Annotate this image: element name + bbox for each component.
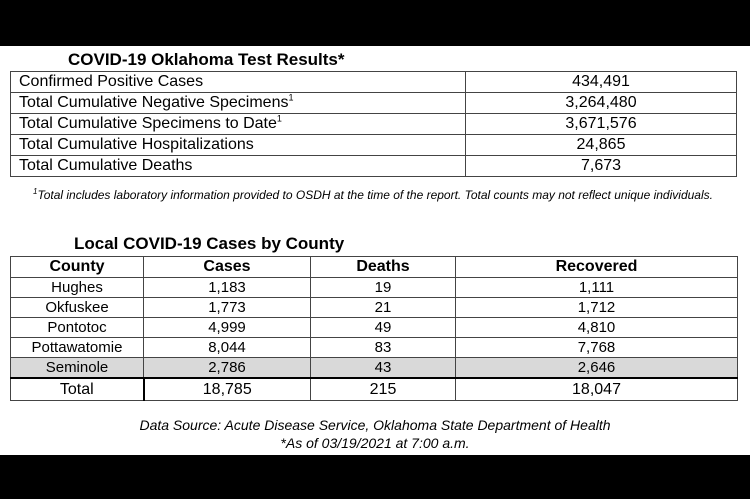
county-cases-title: Local COVID-19 Cases by County	[74, 234, 345, 253]
table-row	[11, 114, 737, 135]
county-recovered: 2,646	[456, 358, 738, 379]
row-value: 7,673	[466, 156, 737, 177]
header-recovered: Recovered	[456, 257, 738, 278]
table-header-row	[11, 257, 738, 278]
county-cases: 4,999	[144, 318, 311, 338]
county-name: Hughes	[11, 278, 144, 298]
row-value: 24,865	[466, 135, 737, 156]
header-county: County	[11, 257, 144, 278]
total-recovered: 18,047	[456, 378, 738, 401]
row-value: 3,264,480	[466, 93, 737, 114]
table-row	[11, 72, 737, 93]
as-of-line: *As of 03/19/2021 at 7:00 a.m.	[280, 435, 470, 451]
total-label: Total	[11, 378, 144, 401]
county-recovered: 1,111	[456, 278, 738, 298]
table-row	[11, 338, 738, 358]
county-deaths: 43	[311, 358, 456, 379]
row-value: 3,671,576	[466, 114, 737, 135]
table-row	[11, 278, 738, 298]
row-label: Confirmed Positive Cases	[11, 72, 466, 93]
table-row	[11, 93, 737, 114]
county-recovered: 7,768	[456, 338, 738, 358]
county-cases-table	[10, 256, 738, 401]
county-name: Pontotoc	[11, 318, 144, 338]
county-cases: 1,773	[144, 298, 311, 318]
source-line: Data Source: Acute Disease Service, Oklahoma State Department of Health	[139, 417, 611, 433]
header-deaths: Deaths	[311, 257, 456, 278]
county-deaths: 83	[311, 338, 456, 358]
total-deaths: 215	[311, 378, 456, 401]
county-deaths: 19	[311, 278, 456, 298]
county-name: Pottawatomie	[11, 338, 144, 358]
total-cases: 18,785	[144, 378, 311, 401]
test-results-title: COVID-19 Oklahoma Test Results*	[68, 50, 345, 69]
county-cases: 2,786	[144, 358, 311, 379]
row-label: Total Cumulative Negative Specimens$^1$	[11, 93, 466, 114]
row-label: Total Cumulative Hospitalizations	[11, 135, 466, 156]
report-page	[0, 46, 750, 455]
county-recovered: 1,712	[456, 298, 738, 318]
table-row	[11, 318, 738, 338]
county-recovered: 4,810	[456, 318, 738, 338]
test-results-table	[10, 71, 737, 177]
row-label: Total Cumulative Deaths	[11, 156, 466, 177]
row-value: 434,491	[466, 72, 737, 93]
data-source	[0, 416, 750, 452]
table-row	[11, 156, 737, 177]
footnote: $^1$Total includes laboratory information provided to OSDH at the time of the report. Total counts may not reflect unique individuals.	[33, 187, 713, 202]
table-row	[11, 135, 737, 156]
county-name: Okfuskee	[11, 298, 144, 318]
total-row	[11, 378, 738, 401]
county-deaths: 21	[311, 298, 456, 318]
county-deaths: 49	[311, 318, 456, 338]
county-cases: 1,183	[144, 278, 311, 298]
county-cases: 8,044	[144, 338, 311, 358]
county-name: Seminole	[11, 358, 144, 379]
table-row	[11, 298, 738, 318]
header-cases: Cases	[144, 257, 311, 278]
row-label: Total Cumulative Specimens to Date$^1$	[11, 114, 466, 135]
table-row	[11, 358, 738, 379]
